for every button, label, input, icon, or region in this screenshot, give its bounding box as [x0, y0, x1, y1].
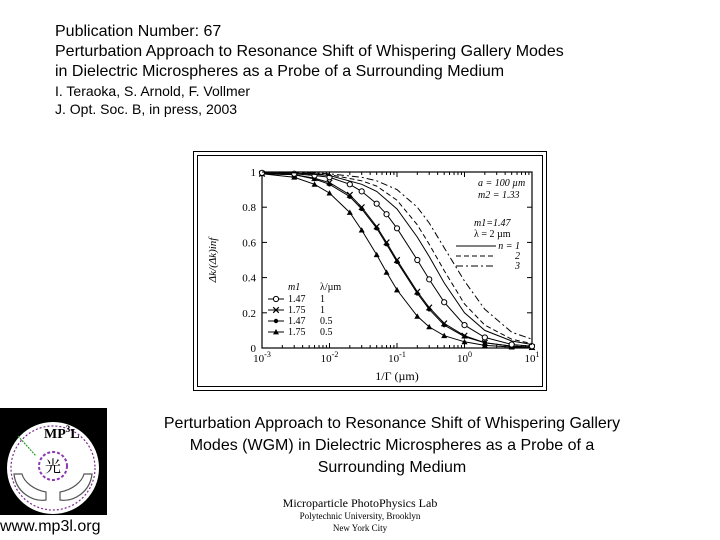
lab-city: New York City	[332, 523, 388, 533]
legend-left-lambda: 0.5	[320, 327, 333, 338]
y-tick-label: 0.8	[242, 202, 256, 215]
x-tick-label: $10^{-2}$	[320, 350, 339, 365]
lab-info	[280, 496, 440, 534]
title-line-1: Perturbation Approach to Resonance Shift of Whispering Gallery Modes	[55, 43, 564, 60]
legend-left-m1: 1.47	[288, 316, 306, 327]
data-point-circle	[384, 212, 389, 217]
data-point-triangle	[327, 190, 333, 195]
data-point-dot	[274, 319, 278, 323]
resonance-shift-chart	[198, 156, 544, 388]
y-tick-label: 1	[250, 167, 256, 179]
data-point-circle	[415, 257, 420, 262]
lab-name: Microparticle PhotoPhysics Lab	[282, 496, 438, 510]
y-axis-label: Δk/(Δk)inf	[207, 237, 219, 283]
caption-line-3: Surrounding Medium	[317, 459, 467, 476]
logo-text	[44, 424, 80, 442]
data-point-triangle	[384, 269, 390, 274]
legend-left-header-m: m1	[288, 282, 301, 293]
x-tick-label: $10^{-3}$	[253, 350, 271, 365]
data-point-circle	[359, 189, 364, 194]
data-point-circle	[259, 170, 264, 175]
legend-left-m1: 1.75	[288, 305, 306, 316]
legend-right-label: n = 1	[498, 241, 520, 252]
data-point-triangle	[394, 287, 400, 292]
annotation-lambda: λ = 2 µm	[474, 229, 511, 240]
authors: I. Teraoka, S. Arnold, F. Vollmer	[55, 83, 251, 99]
annotation-m2: m2 = 1.33	[478, 190, 520, 201]
publication-number: Publication Number: 67	[55, 23, 222, 40]
data-point-triangle	[374, 252, 380, 257]
logo-text-l: L	[70, 427, 80, 442]
data-point-circle	[347, 182, 352, 187]
website-url[interactable]: www.mp3l.org	[0, 518, 101, 535]
annotation-m1: m1=1.47	[474, 218, 511, 229]
x-axis-label: 1/Γ (µm)	[375, 369, 419, 383]
data-point-circle	[273, 296, 278, 301]
data-point-circle	[482, 335, 487, 340]
figure-frame	[193, 151, 547, 391]
legend-left-m1: 1.75	[288, 327, 306, 338]
legend-right-label: 2	[515, 251, 520, 262]
x-tick-label: $10^1$	[524, 350, 540, 365]
data-point-circle	[394, 226, 399, 231]
journal: J. Opt. Soc. B, in press, 2003	[55, 101, 238, 117]
logo-text-sup: 3	[65, 424, 71, 434]
legend-left-header-lambda: λ/µm	[320, 282, 342, 293]
x-tick-label: $10^{-1}$	[388, 350, 406, 365]
logo-graphic	[0, 408, 107, 515]
legend-left-lambda: 1	[320, 294, 325, 305]
caption-line-2: Modes (WGM) in Dielectric Microspheres as a Probe of a	[189, 437, 595, 454]
data-point-circle	[509, 342, 514, 347]
y-tick-label: 0.4	[242, 272, 256, 285]
mp3l-logo	[0, 408, 107, 515]
data-point-circle	[374, 201, 379, 206]
annotation-radius: a = 100 µm	[478, 178, 526, 189]
data-point-circle	[462, 323, 467, 328]
figure-inner-frame	[197, 155, 543, 387]
legend-left-lambda: 1	[320, 305, 325, 316]
y-tick-label: 0.6	[242, 237, 256, 250]
legend-left-m1: 1.47	[288, 294, 306, 305]
lab-university: Polytechnic University, Brooklyn	[299, 511, 421, 521]
logo-glyph: 光	[44, 459, 62, 476]
data-point-circle	[427, 277, 432, 282]
logo-text-mp: MP	[44, 427, 66, 442]
x-tick-label: $10^0$	[457, 350, 472, 365]
data-point-circle	[442, 300, 447, 305]
caption-line-1: Perturbation Approach to Resonance Shift of Whispering Gallery	[163, 415, 621, 432]
y-tick-label: 0	[250, 343, 256, 355]
caption	[128, 413, 656, 479]
title-line-2: in Dielectric Microspheres as a Probe of a Surrounding Medium	[55, 63, 505, 80]
data-point-triangle	[441, 333, 447, 338]
legend-left-lambda: 0.5	[320, 316, 333, 327]
legend-right-label: 3	[515, 261, 520, 272]
y-tick-label: 0.2	[242, 307, 256, 320]
publication-header	[55, 22, 564, 118]
